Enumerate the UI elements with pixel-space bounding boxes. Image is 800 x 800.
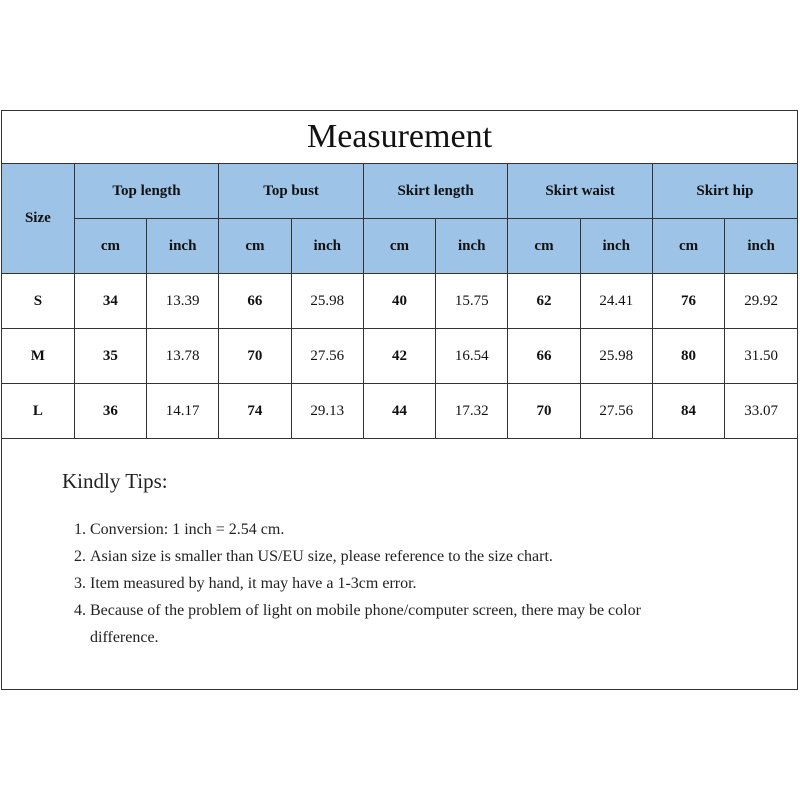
group-header: Top length [74,164,219,219]
inch-cell: 13.39 [147,274,219,329]
inch-cell: 33.07 [725,384,797,439]
inch-cell: 16.54 [436,329,508,384]
unit-header: cm [363,219,435,274]
cm-cell: 76 [652,274,724,329]
cm-cell: 42 [363,329,435,384]
cm-cell: 34 [74,274,146,329]
cm-cell: 70 [508,384,580,439]
inch-cell: 15.75 [436,274,508,329]
cm-cell: 70 [219,329,291,384]
unit-header: inch [291,219,363,274]
cm-cell: 44 [363,384,435,439]
inch-cell: 31.50 [725,329,797,384]
cm-cell: 84 [652,384,724,439]
chart-title: Measurement [2,111,797,164]
cm-cell: 74 [219,384,291,439]
inch-cell: 17.32 [436,384,508,439]
inch-cell: 27.56 [291,329,363,384]
size-table [2,164,797,439]
unit-header: cm [219,219,291,274]
unit-header: inch [580,219,652,274]
group-header: Skirt hip [652,164,797,219]
tip-item: 2. Asian size is smaller than US/EU size, please reference to the size chart. [90,543,797,570]
cm-cell: 62 [508,274,580,329]
size-chart [1,110,798,690]
tip-item: 3. Item measured by hand, it may have a 1-3cm error. [90,570,797,597]
cm-cell: 66 [508,329,580,384]
unit-header: inch [147,219,219,274]
inch-cell: 25.98 [291,274,363,329]
unit-header: inch [725,219,797,274]
group-header: Skirt waist [508,164,653,219]
unit-header: inch [436,219,508,274]
inch-cell: 13.78 [147,329,219,384]
size-cell: M [2,329,74,384]
cm-cell: 66 [219,274,291,329]
inch-cell: 27.56 [580,384,652,439]
cm-cell: 36 [74,384,146,439]
table-row [2,274,797,329]
table-row [2,329,797,384]
unit-header: cm [74,219,146,274]
inch-cell: 14.17 [147,384,219,439]
group-header: Skirt length [363,164,508,219]
cm-cell: 80 [652,329,724,384]
tips-section [2,439,797,651]
unit-header: cm [508,219,580,274]
size-cell: L [2,384,74,439]
unit-header: cm [652,219,724,274]
group-header: Top bust [219,164,364,219]
table-row [2,384,797,439]
inch-cell: 29.13 [291,384,363,439]
tip-item: 4. Because of the problem of light on mobile phone/computer screen, there may be color difference. [90,597,690,651]
inch-cell: 29.92 [725,274,797,329]
size-cell: S [2,274,74,329]
inch-cell: 25.98 [580,329,652,384]
size-header: Size [2,164,74,274]
inch-cell: 24.41 [580,274,652,329]
tip-item: 1. Conversion: 1 inch = 2.54 cm. [90,516,797,543]
tips-heading: Kindly Tips: [62,469,168,493]
cm-cell: 40 [363,274,435,329]
cm-cell: 35 [74,329,146,384]
